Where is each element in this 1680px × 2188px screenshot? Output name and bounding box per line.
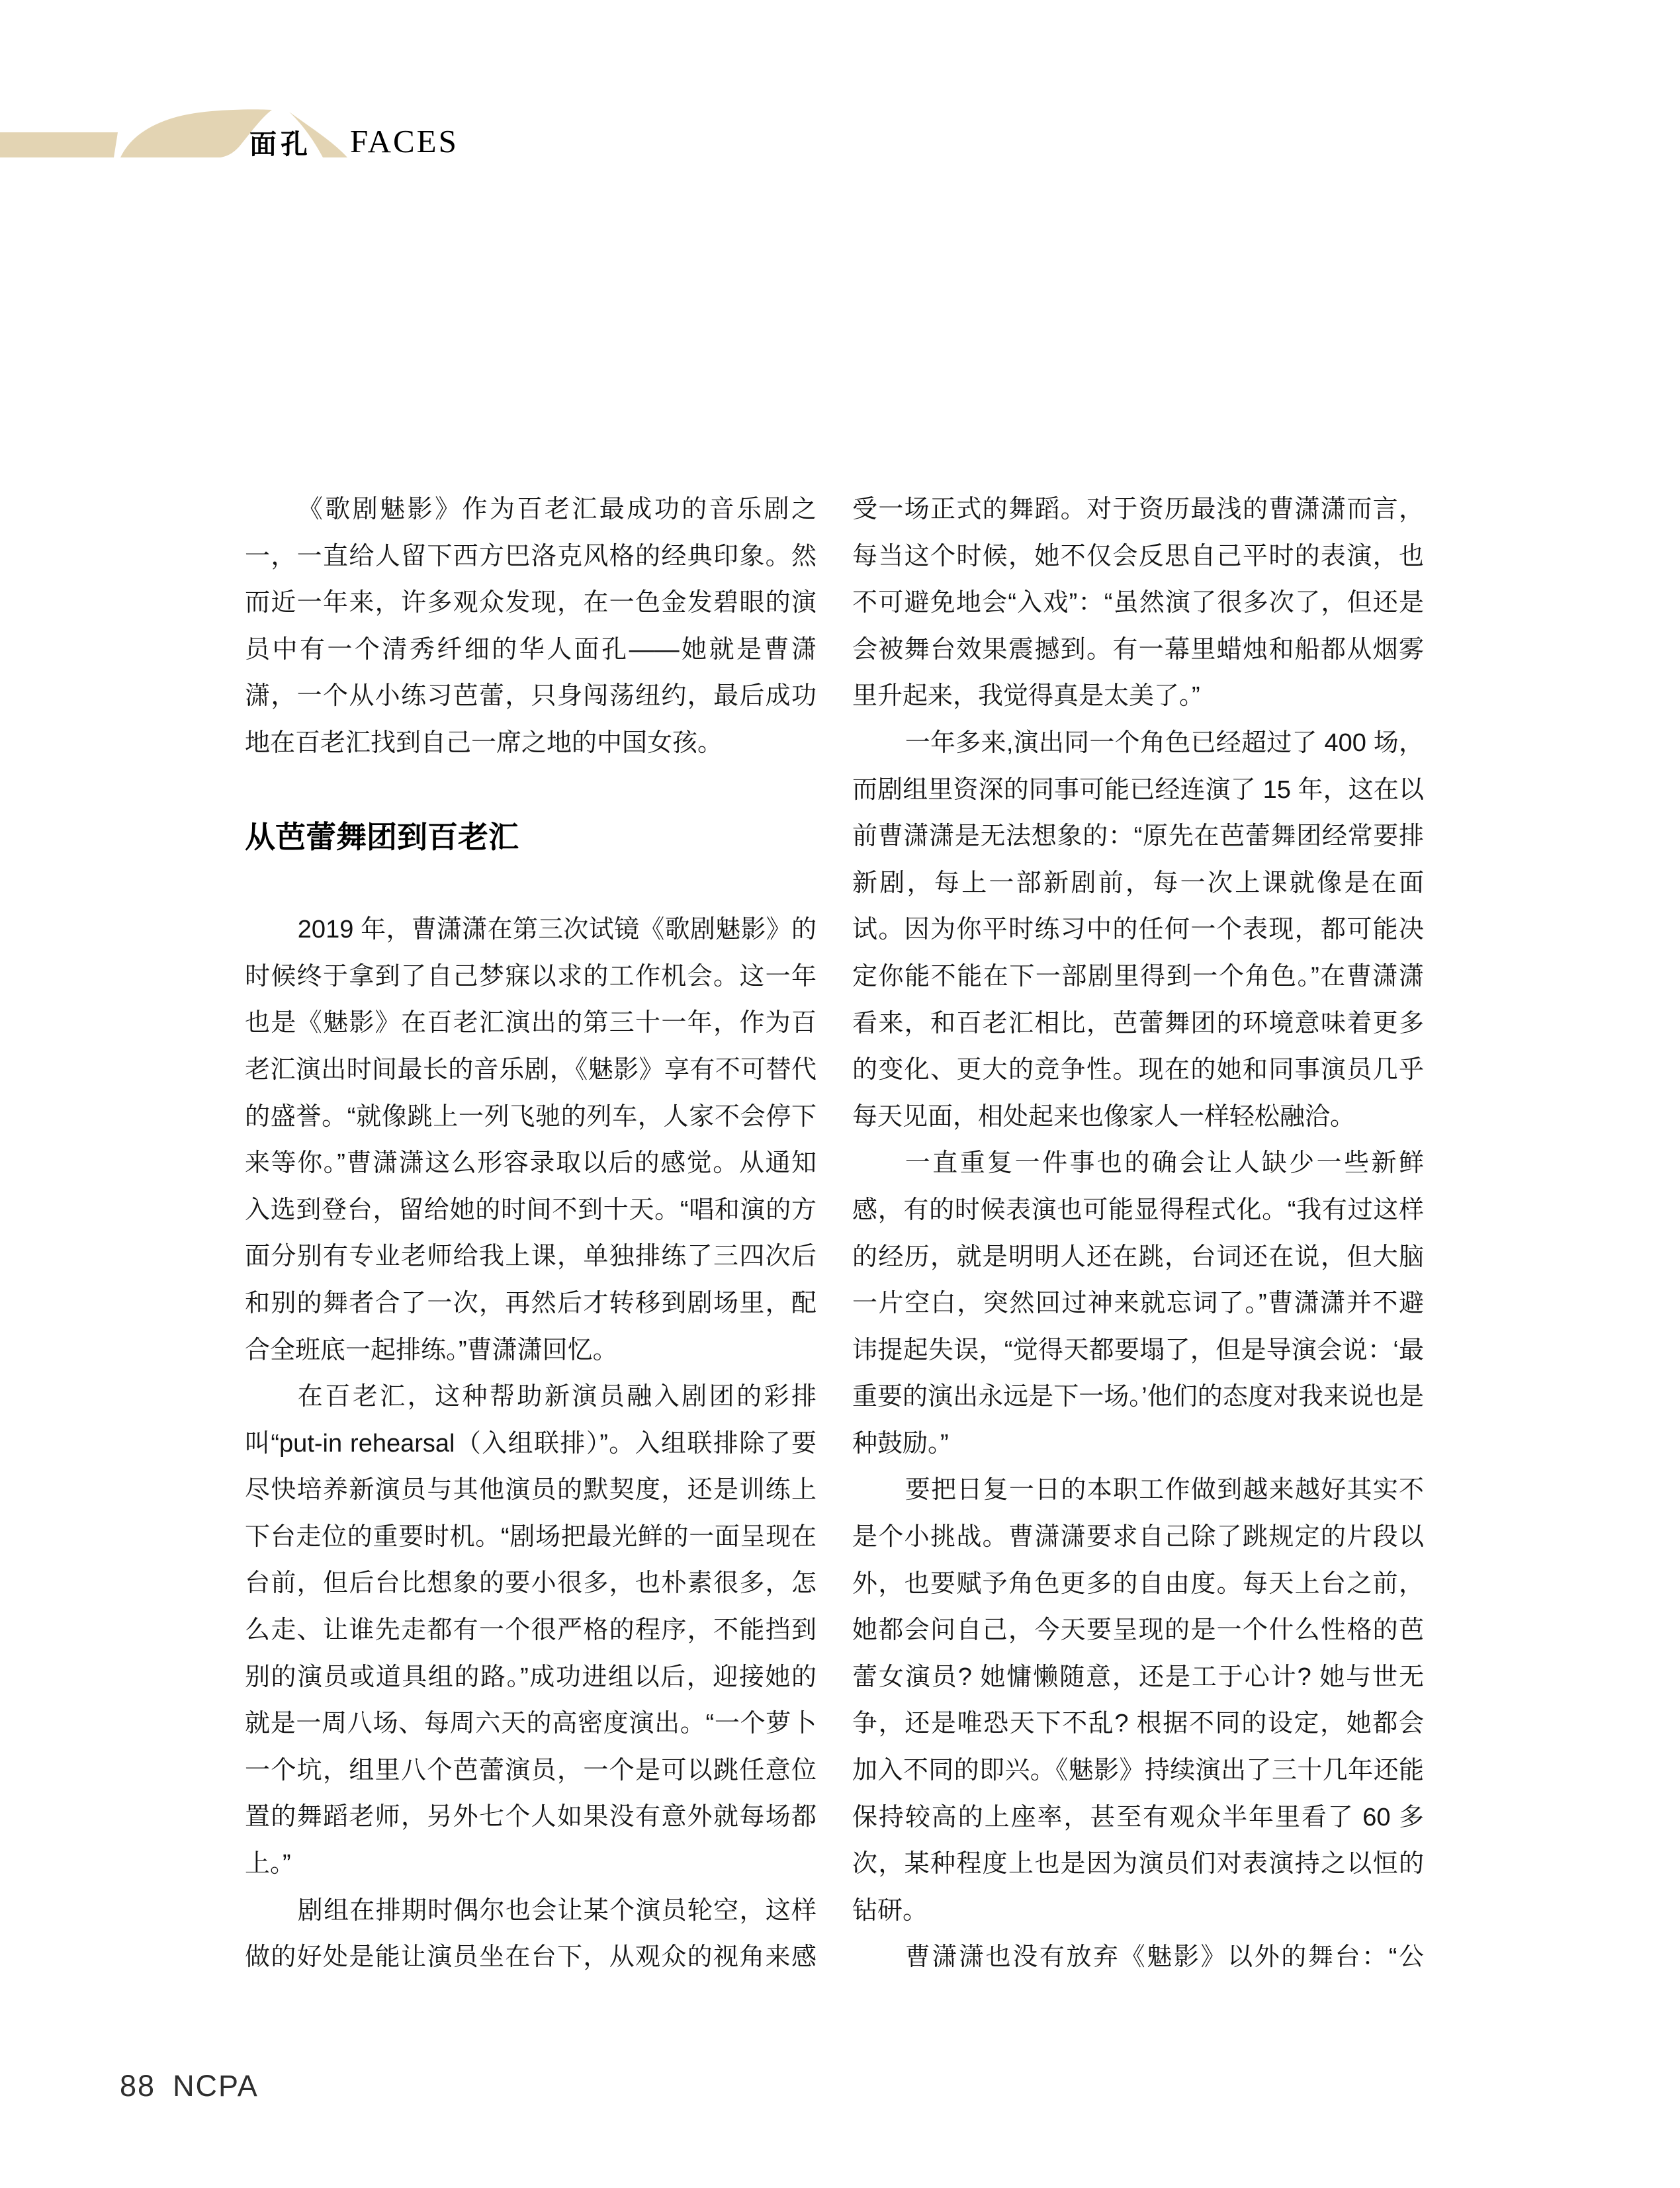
- section-title-english: FACES: [350, 123, 459, 159]
- section-heading: 从芭蕾舞团到百老汇: [245, 819, 519, 854]
- paragraph-400-shows: 一年多来,演出同一个角色已经超过了 400 场，而剧组里资深的同事可能已经连演了 15 年，这在以前曹潇潇是无法想象的：“原先在芭蕾舞团经常要排新剧，每上一部新剧前，每一次上课就像是在面试。因为你平时练习中的任何一个表现，都可能决定你能不能在下一部剧里得到一个角色。”在曹潇潇看来，和百老汇相比，芭蕾舞团的环境意味着更多的变化、更大的竞争性。现在的她和同事演员几乎每天见面，相处起来也像家人一样轻松融洽。: [852, 728, 1424, 1131]
- paragraph-intro: 《歌剧魅影》作为百老汇最成功的音乐剧之一，一直给人留下西方巴洛克风格的经典印象。然而近一年来，许多观众发现，在一色金发碧眼的演员中有一个清秀纤细的华人面孔——她就是曹潇潇，一个从小练习芭蕾，只身闯荡纽约，最后成功地在百老汇找到自己一席之地的中国女孩。: [245, 496, 817, 757]
- paragraph-stage-effects: 受一场正式的舞蹈。对于资历最浅的曹潇潇而言，每当这个时候，她不仅会反思自己平时的表演，也不可避免地会“入戏”：“虽然演了很多次了，但还是会被舞台效果震撼到。有一幕里蜡烛和船都从烟雾里升起来，我觉得真是太美了。”: [852, 496, 1424, 711]
- paragraph-put-in-rehearsal: 在百老汇，这种帮助新演员融入剧团的彩排叫“put-in rehearsal（入组联排）”。入组联排除了要尽快培养新演员与其他演员的默契度，还是训练上下台走位的重要时机。“剧场把最光鲜的一面呈现在台前，但后台比想象的要小很多，也朴素很多，怎么走、让谁先走都有一个很严格的程序，不能挡到别的演员或道具组的路。”成功进组以后，迎接她的就是一周八场、每周六天的高密度演出。“一个萝卜一个坑，组里八个芭蕾演员，一个是可以跳任意位置的舞蹈老师，另外七个人如果没有意外就每场都上。”: [245, 1383, 817, 1878]
- paragraph-2019-audition: 2019 年，曹潇潇在第三次试镜《歌剧魅影》的时候终于拿到了自己梦寐以求的工作机会。这一年也是《魅影》在百老汇演出的第三十一年，作为百老汇演出时间最长的音乐剧，《魅影》享有不可替代的盛誉。“就像跳上一列飞驰的列车，人家不会停下来等你。”曹潇潇这么形容录取以后的感觉。从通知入选到登台，留给她的时间不到十天。“唱和演的方面分别有专业老师给我上课，单独排练了三四次后和别的舞者合了一次，再然后才转移到剧场里，配合全班底一起排练。”曹潇潇回忆。: [245, 916, 817, 1364]
- article-left-column: [245, 486, 817, 1981]
- paragraph-daily-work: 要把日复一日的本职工作做到越来越好其实不是个小挑战。曹潇潇要求自己除了跳规定的片段以外，也要赋予角色更多的自由度。每天上台之前，她都会问自己，今天要呈现的是一个什么性格的芭蕾女演员? 她慵懒随意，还是工于心计? 她与世无争，还是唯恐天下不乱? 根据不同的设定，她都会加入不同的即兴。《魅影》持续演出了三十几年还能保持较高的上座率，甚至有观众半年里看了 60 多次，某种程度上也是因为演员们对表演持之以恒的钻研。: [852, 1476, 1424, 1925]
- paragraph-beyond-phantom: 曹潇潇也没有放弃《魅影》以外的舞台：“公: [905, 1943, 1424, 1972]
- article-right-column: [852, 486, 1424, 1981]
- paragraph-repetition: 一直重复一件事也的确会让人缺少一些新鲜感，有的时候表演也可能显得程式化。“我有过这样的经历，就是明明人还在跳，台词还在说，但大脑一片空白，突然回过神来就忘词了。”曹潇潇并不避讳提起失误，“觉得天都要塌了，但是导演会说：‘最重要的演出永远是下一场。’他们的态度对我来说也是种鼓励。”: [852, 1149, 1424, 1458]
- header-band-shape: [0, 132, 118, 157]
- publication-name: NCPA: [173, 2069, 259, 2103]
- section-title-chinese: 面孔: [249, 129, 312, 159]
- page-number: 88: [120, 2069, 156, 2103]
- page-footer: [120, 2070, 259, 2103]
- paragraph-rotation: 剧组在排期时偶尔也会让某个演员轮空，这样做的好处是能让演员坐在台下，从观众的视角来感: [245, 1896, 817, 1972]
